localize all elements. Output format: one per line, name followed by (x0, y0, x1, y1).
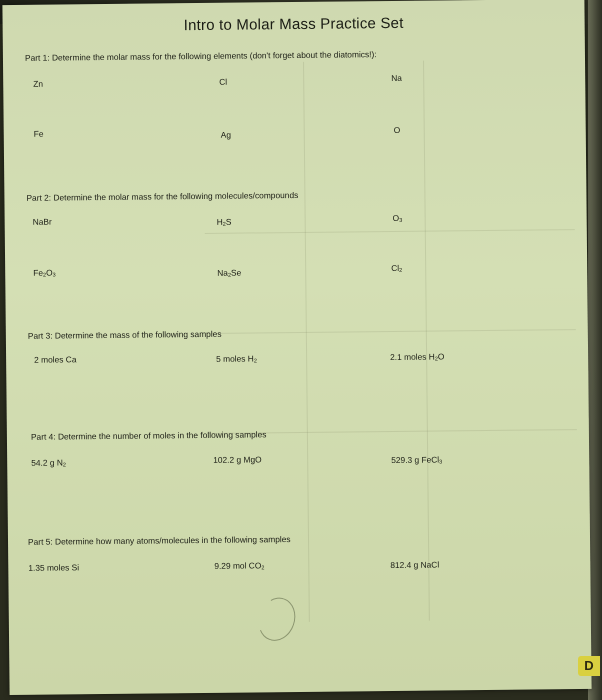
part-4-item-3: 529.3 g FeCl$_3$ (391, 454, 443, 466)
part-5-item-3: 812.4 g NaCl (390, 559, 440, 571)
part-1-item-2: Cl (219, 76, 228, 87)
part-4-heading: Part 4: Determine the number of moles in the following samples (30, 429, 267, 442)
part-3-heading: Part 3: Determine the mass of the following samples (27, 328, 222, 341)
corner-tab: D (578, 656, 600, 676)
part-1-item-3: Na (391, 72, 402, 83)
part-2-item-1: NaBr (32, 216, 52, 227)
part-1-item-4: Fe (33, 128, 44, 139)
part-2-item-5: $Na_2Se$ (217, 267, 242, 279)
worksheet-title: Intro to Molar Mass Practice Set (183, 14, 404, 35)
part-2-item-3: $O_3$ (392, 212, 403, 224)
part-1-heading: Part 1: Determine the molar mass for the following elements (don't forget about the diatomics!): (24, 49, 377, 63)
part-2-item-2: $H_2S$ (216, 216, 232, 228)
part-1-item-5: Ag (220, 129, 232, 140)
part-1-item-1: Zn (33, 78, 44, 89)
part-3-item-1: 2 moles Ca (34, 354, 77, 365)
part-2-item-4: $Fe_2O_3$ (33, 267, 56, 279)
part-4-item-2: 102.2 g MgO (213, 454, 262, 465)
part-5-item-2: 9.29 mol $CO_2$ (214, 560, 265, 572)
show-through-line (303, 62, 310, 622)
part-3-item-3: 2.1 moles $H_2O$ (390, 351, 445, 363)
part-2-heading: Part 2: Determine the molar mass for the following molecules/compounds (26, 189, 299, 203)
part-2-item-6: $Cl_2$ (391, 262, 403, 274)
part-3-item-2: 5 moles $H_2$ (216, 353, 257, 365)
part-5-heading: Part 5: Determine how many atoms/molecules in the following samples (27, 534, 291, 547)
part-1-item-6: O (393, 124, 401, 135)
show-through-line (205, 229, 575, 234)
show-through-line (206, 329, 576, 334)
part-5-item-1: 1.35 moles Si (28, 562, 80, 573)
show-through-line (423, 61, 430, 621)
pencil-doodle (253, 592, 302, 645)
part-4-item-1: 54.2 g $N_2$ (31, 457, 66, 469)
worksheet-page (2, 0, 591, 695)
